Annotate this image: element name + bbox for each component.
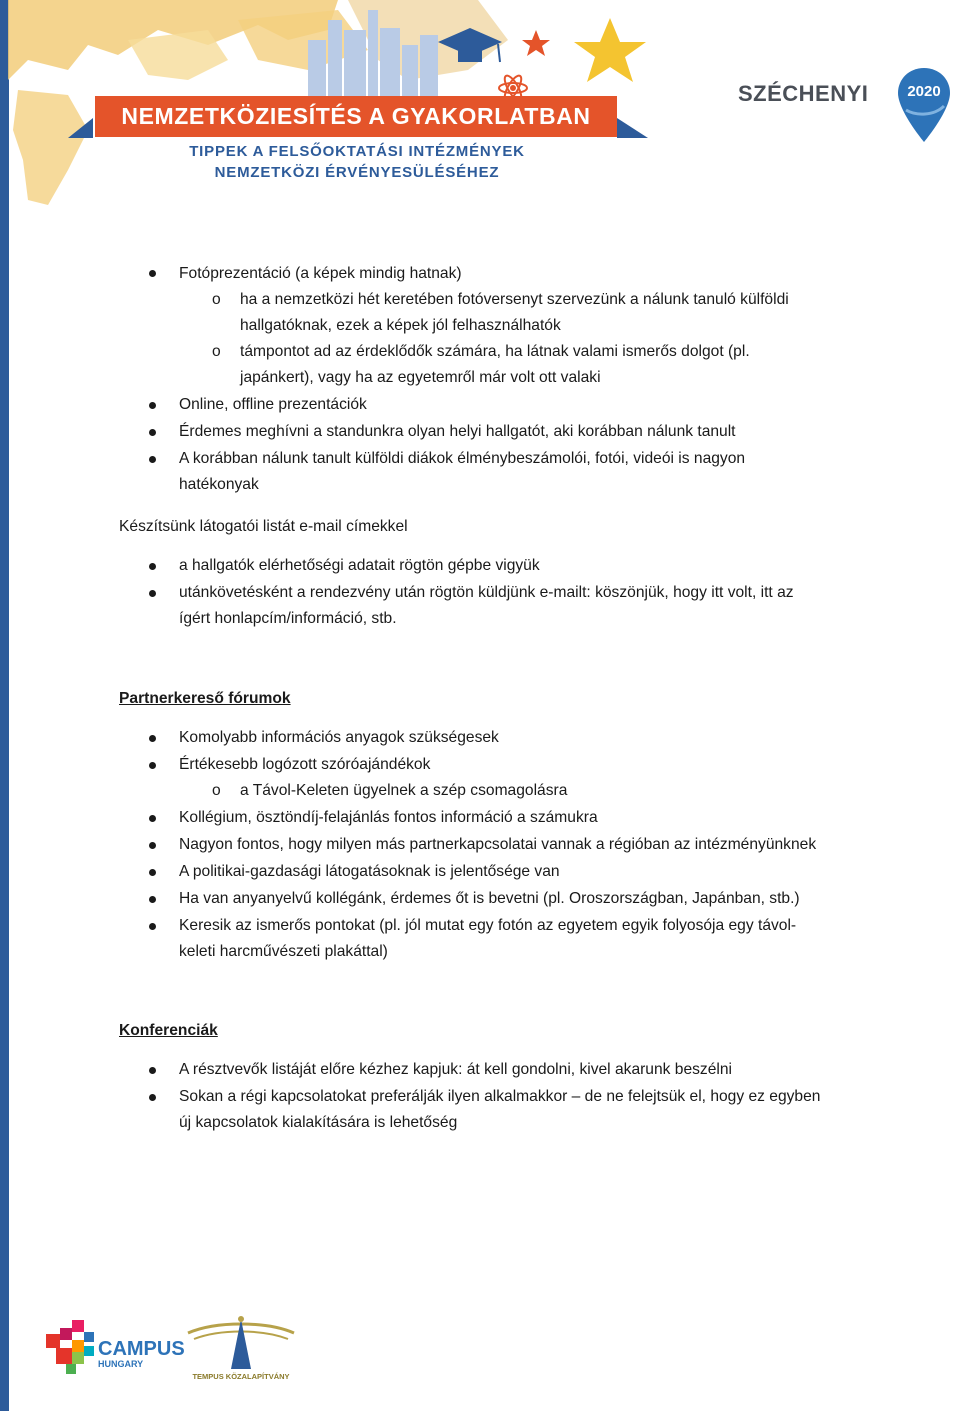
list-item: a hallgatók elérhetőségi adatait rögtön gépbe vigyük [179, 557, 540, 574]
szechenyi-logo-year: 2020 [907, 83, 941, 100]
banner-subtitle [118, 141, 596, 183]
sub-bullet-marker: o [212, 343, 221, 360]
list-item-cont: keleti harcművészeti plakáttal) [179, 943, 388, 960]
banner-subtitle-line-1: TIPPEK A FELSŐOKTATÁSI INTÉZMÉNYEK [189, 143, 525, 160]
campus-mosaic-icon [46, 1320, 185, 1380]
sub-list-item-cont: japánkert), vagy ha az egyetemről már volt ott valaki [240, 369, 601, 386]
list-item: Sokan a régi kapcsolatokat preferálják ilyen alkalmakkor – de ne felejtsük el, hogy ez egyben [179, 1088, 821, 1105]
campus-hungary-logo [46, 1320, 185, 1380]
list-item: Fotóprezentáció (a képek mindig hatnak) [179, 265, 462, 282]
sub-list-item-cont: hallgatóknak, ezek a képek jól felhasználhatók [240, 317, 561, 334]
star-icon [522, 30, 550, 56]
list-item: Érdemes meghívni a standunkra olyan helyi hallgatót, aki korábban nálunk tanult [179, 423, 736, 440]
bullet-marker [149, 270, 156, 277]
tempus-kozalapitvany-logo [186, 1313, 296, 1383]
bullet-marker [149, 429, 156, 436]
campus-logo-subtext: HUNGARY [98, 1359, 144, 1369]
section-heading: Konferenciák [119, 1022, 218, 1039]
bullet-marker [149, 402, 156, 409]
bullet-marker [149, 896, 156, 903]
bullet-marker [149, 815, 156, 822]
header-banner [8, 0, 658, 210]
list-item: Értékesebb logózott szóróajándékok [179, 756, 431, 773]
campus-logo-text: CAMPUS [98, 1338, 185, 1360]
bullet-marker [149, 456, 156, 463]
sub-list-item: támpontot ad az érdeklődők számára, ha látnak valami ismerős dolgot (pl. [240, 343, 750, 360]
szechenyi-logo-text: SZÉCHENYI [738, 81, 869, 106]
sub-list-item: a Távol-Keleten ügyelnek a szép csomagolásra [240, 782, 568, 799]
sub-bullet-marker: o [212, 782, 221, 799]
list-item: Online, offline prezentációk [179, 396, 367, 413]
list-item: Nagyon fontos, hogy milyen más partnerkapcsolatai vannak a régióban az intézményünknek [179, 836, 817, 853]
bullet-marker [149, 735, 156, 742]
bullet-marker [149, 563, 156, 570]
bullet-marker [149, 1094, 156, 1101]
list-item: A politikai-gazdasági látogatásoknak is jelentősége van [179, 863, 560, 880]
list-item: utánkövetésként a rendezvény után rögtön küldjünk e-mailt: köszönjük, hogy itt volt, itt az [179, 584, 794, 601]
bullet-marker [149, 590, 156, 597]
section-heading: Partnerkereső fórumok [119, 690, 291, 707]
banner-title: NEMZETKÖZIESÍTÉS A GYAKORLATBAN [95, 96, 617, 137]
tempus-emblem-icon [186, 1313, 296, 1383]
bullet-marker [149, 923, 156, 930]
list-item-cont: ígért honlapcím/információ, stb. [179, 610, 397, 627]
list-item-cont: hatékonyak [179, 476, 259, 493]
bullet-marker [149, 762, 156, 769]
list-item-cont: új kapcsolatok kialakítására is lehetőség [179, 1114, 458, 1131]
tempus-logo-text: TEMPUS KÖZALAPÍTVÁNY [192, 1372, 290, 1381]
banner-subtitle-line-2: NEMZETKÖZI ÉRVÉNYESÜLÉSÉHEZ [214, 164, 500, 181]
list-item: Keresik az ismerős pontokat (pl. jól mutat egy fotón az egyetem egyik folyosója egy távol- [179, 917, 797, 934]
sub-bullet-marker: o [212, 291, 221, 308]
list-item: Komolyabb információs anyagok szükségesek [179, 729, 499, 746]
list-item: A korábban nálunk tanult külföldi diákok élménybeszámolói, fotói, videói is nagyon [179, 450, 746, 467]
page-left-border [0, 0, 9, 1411]
list-item: A résztvevők listáját előre kézhez kapjuk: át kell gondolni, kivel akarunk beszélni [179, 1061, 732, 1078]
bullet-marker [149, 842, 156, 849]
star-icon [574, 18, 646, 82]
szechenyi-2020-logo [738, 66, 953, 146]
bullet-marker [149, 1067, 156, 1074]
paragraph: Készítsünk látogatói listát e-mail címekkel [119, 518, 408, 535]
list-item: Kollégium, ösztöndíj-felajánlás fontos információ a számukra [179, 809, 598, 826]
map-pin-icon [896, 66, 952, 144]
list-item: Ha van anyanyelvű kollégánk, érdemes őt is bevetni (pl. Oroszországban, Japánban, stb.) [179, 890, 800, 907]
sub-list-item: ha a nemzetközi hét keretében fotóversenyt szervezünk a nálunk tanuló külföldi [240, 291, 789, 308]
bullet-marker [149, 869, 156, 876]
